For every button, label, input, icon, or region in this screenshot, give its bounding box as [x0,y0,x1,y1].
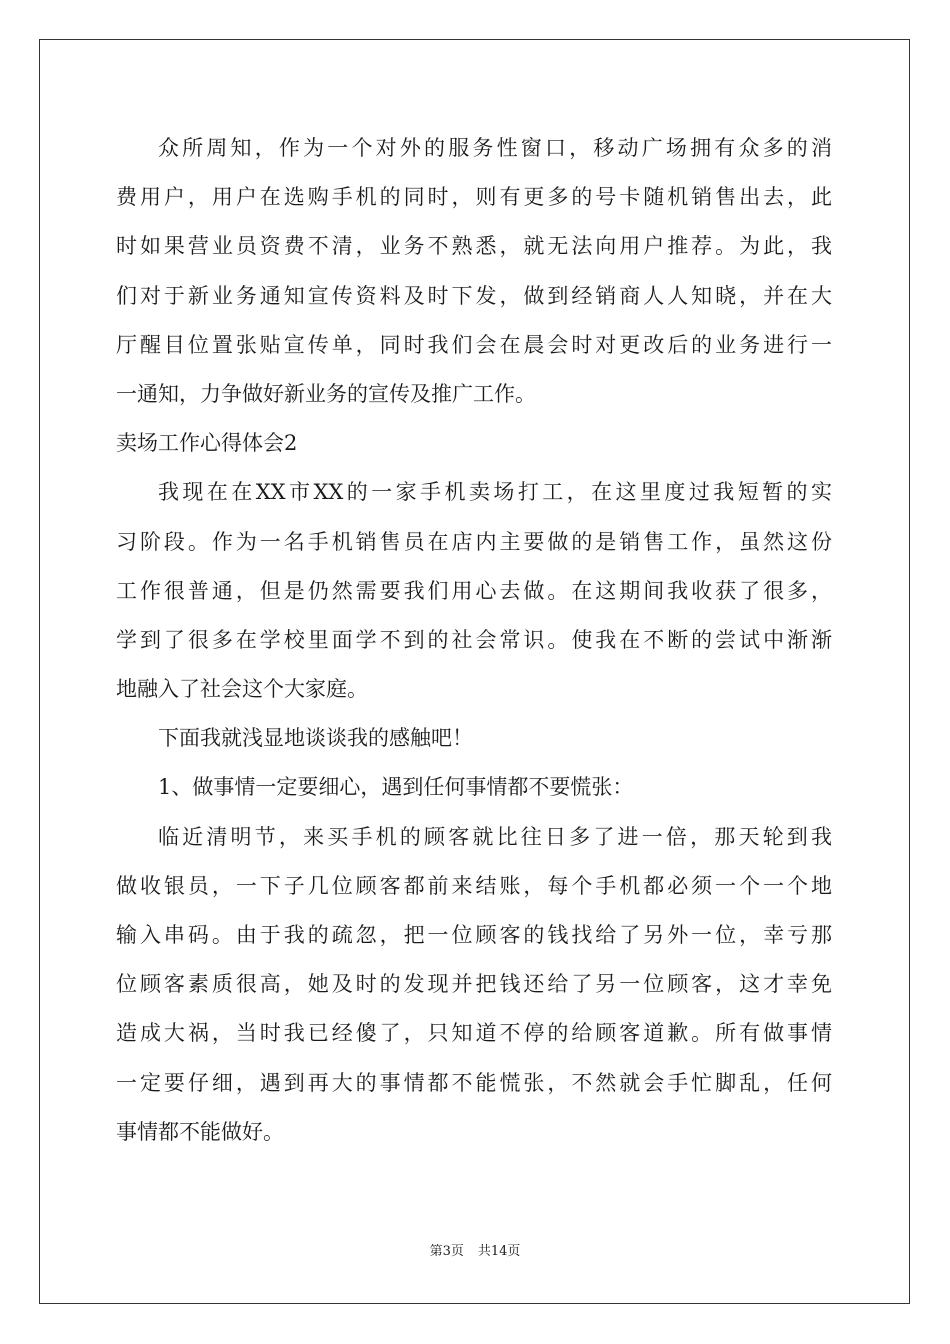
text-line: 厅醒目位置张贴宣传单，同时我们会在晨会时对更改后的业务进行一 [116,332,832,357]
text-line: 习阶段。作为一名手机销售员在店内主要做的是销售工作，虽然这份 [116,529,832,554]
text-line: 一通知，力争做好新业务的宣传及推广工作。 [116,381,536,406]
text-line: 输入串码。由于我的疏忽，把一位顾客的钱找给了另外一位，幸亏那 [116,923,832,947]
text-line: 1、做事情一定要细心，遇到任何事情都不要慌张： [158,775,634,800]
text-line: 下面我就浅显地谈谈我的感触吧！ [158,726,473,751]
text-line: 学到了很多在学校里面学不到的社会常识。使我在不断的尝试中渐渐 [116,627,832,652]
page-footer [0,1240,950,1259]
document-body [116,124,832,1157]
text-line: 工作很普通，但是仍然需要我们用心去做。在这期间我收获了很多， [116,578,832,603]
text-line: 我现在在XX市XX的一家手机卖场打工，在这里度过我短暂的实 [158,480,832,505]
text-line: 临近清明节，来买手机的顾客就比往日多了进一倍，那天轮到我 [158,824,832,849]
text-line: 时如果营业员资费不清，业务不熟悉，就无法向用户推荐。为此，我 [116,234,832,259]
text-line: 事情都不能做好。 [116,1119,284,1144]
page-total: 共14页 [477,1244,521,1259]
text-line: 们对于新业务通知宣传资料及时下发，做到经销商人人知晓，并在大 [116,283,832,308]
text-line: 卖场工作心得体会2 [116,431,298,456]
text-line: 一定要仔细，遇到再大的事情都不能慌张，不然就会手忙脚乱，任何 [116,1070,832,1095]
text-line: 地融入了社会这个大家庭。 [116,677,368,702]
text-line: 做收银员，一下子几位顾客都前来结账，每个手机都必须一个一个地 [116,873,832,898]
text-line: 造成大祸，当时我已经傻了，只知道不停的给顾客道歉。所有做事情 [116,1021,832,1046]
text-line: 众所周知，作为一个对外的服务性窗口，移动广场拥有众多的消 [158,136,832,160]
text-line: 位顾客素质很高，她及时的发现并把钱还给了另一位顾客，这才幸免 [116,972,832,997]
text-line: 费用户，用户在选购手机的同时，则有更多的号卡随机销售出去，此 [116,185,832,210]
page-number: 第3页 [429,1244,464,1259]
